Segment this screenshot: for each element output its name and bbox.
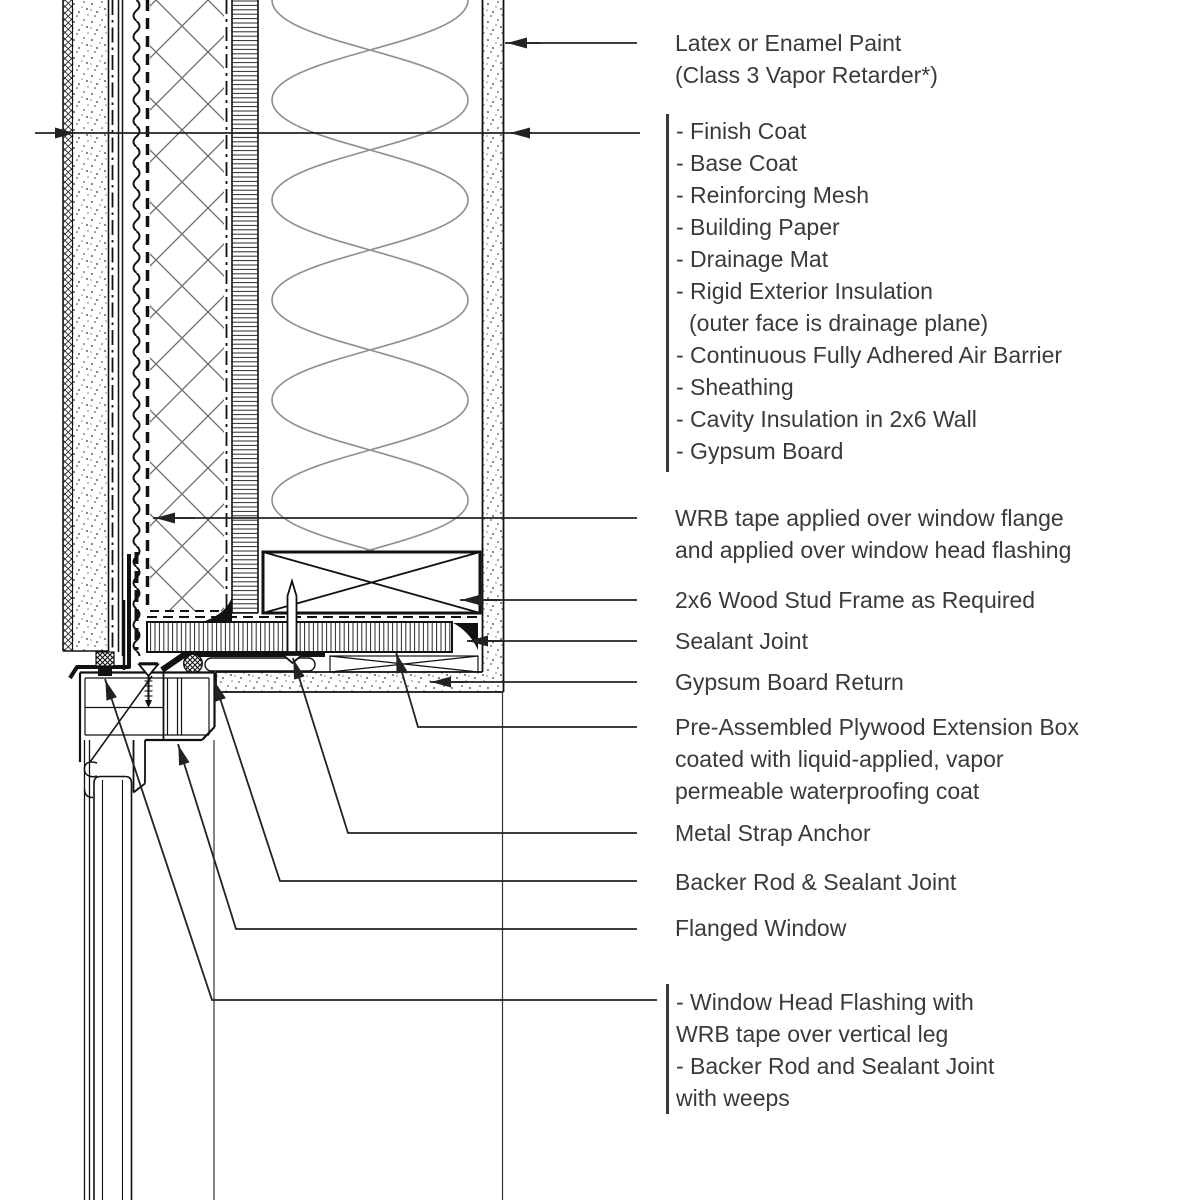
label-line: with weeps xyxy=(676,1085,790,1111)
label-wall-assembly-list xyxy=(676,115,1062,467)
label-line: - Base Coat xyxy=(676,150,798,176)
group-bar-wall-assembly xyxy=(666,114,669,472)
sealant-joint-profile xyxy=(205,658,315,671)
sealant-joint-wedge xyxy=(453,623,478,650)
label-line: Gypsum Board Return xyxy=(675,669,904,695)
label-gypsum-board-return xyxy=(675,666,904,698)
continuation-lines xyxy=(214,692,503,1200)
wood-blocking-strip xyxy=(330,656,478,672)
label-line: Backer Rod & Sealant Joint xyxy=(675,869,957,895)
label-line: Metal Strap Anchor xyxy=(675,820,871,846)
rigid-exterior-insulation xyxy=(150,0,232,616)
label-line: - Reinforcing Mesh xyxy=(676,182,870,208)
label-flanged-window xyxy=(675,912,846,944)
label-line: permeable waterproofing coat xyxy=(675,778,980,804)
label-backer-rod-sealant xyxy=(675,866,956,898)
label-line: Sealant Joint xyxy=(675,628,808,654)
label-line: 2x6 Wood Stud Frame as Required xyxy=(675,587,1036,613)
label-line: (Class 3 Vapor Retarder*) xyxy=(675,62,938,88)
label-line: WRB tape applied over window flange xyxy=(675,505,1064,531)
label-metal-strap-anchor xyxy=(675,817,871,849)
label-line: and applied over window head flashing xyxy=(675,537,1072,563)
flange-screw xyxy=(139,664,158,709)
label-line: (outer face is drainage plane) xyxy=(689,310,989,336)
label-line: - Drainage Mat xyxy=(676,246,829,272)
label-wood-stud-frame xyxy=(675,584,1035,616)
label-plywood-extension-box xyxy=(675,711,1079,807)
leader-backer-rod xyxy=(214,680,637,881)
label-line: - Continuous Fully Adhered Air Barrier xyxy=(676,342,1063,368)
label-line: - Backer Rod and Sealant Joint xyxy=(676,1053,995,1079)
label-line: - Finish Coat xyxy=(676,118,807,144)
glazing-bead-hook xyxy=(84,762,97,777)
label-line: - Window Head Flashing with xyxy=(676,989,974,1015)
label-line: Flanged Window xyxy=(675,915,847,941)
backer-rod xyxy=(184,654,203,673)
cavity-insulation-batt xyxy=(272,0,468,600)
label-line: - Gypsum Board xyxy=(676,438,844,464)
label-window-head-flashing-group xyxy=(676,986,994,1114)
label-line: - Cavity Insulation in 2x6 Wall xyxy=(676,406,977,432)
leader-flanged-window xyxy=(178,744,637,929)
label-latex-paint xyxy=(675,27,938,91)
label-line: Pre-Assembled Plywood Extension Box xyxy=(675,714,1079,740)
label-wrb-tape xyxy=(675,502,1071,566)
label-line: - Building Paper xyxy=(676,214,840,240)
stucco-terminus-backer-rod xyxy=(96,652,114,666)
label-line: coated with liquid-applied, vapor xyxy=(675,746,1004,772)
sealant-bead xyxy=(162,654,186,671)
frame-section-diagonal xyxy=(90,676,152,762)
sheathing xyxy=(232,0,258,613)
label-line: - Rigid Exterior Insulation xyxy=(676,278,933,304)
glazing-unit xyxy=(94,777,132,1200)
label-sealant-joint xyxy=(675,625,808,657)
window-frame xyxy=(80,673,215,1200)
label-line: WRB tape over vertical leg xyxy=(676,1021,949,1047)
label-line: - Sheathing xyxy=(676,374,794,400)
group-bar-head-flashing xyxy=(666,984,669,1114)
label-line: Latex or Enamel Paint xyxy=(675,30,902,56)
